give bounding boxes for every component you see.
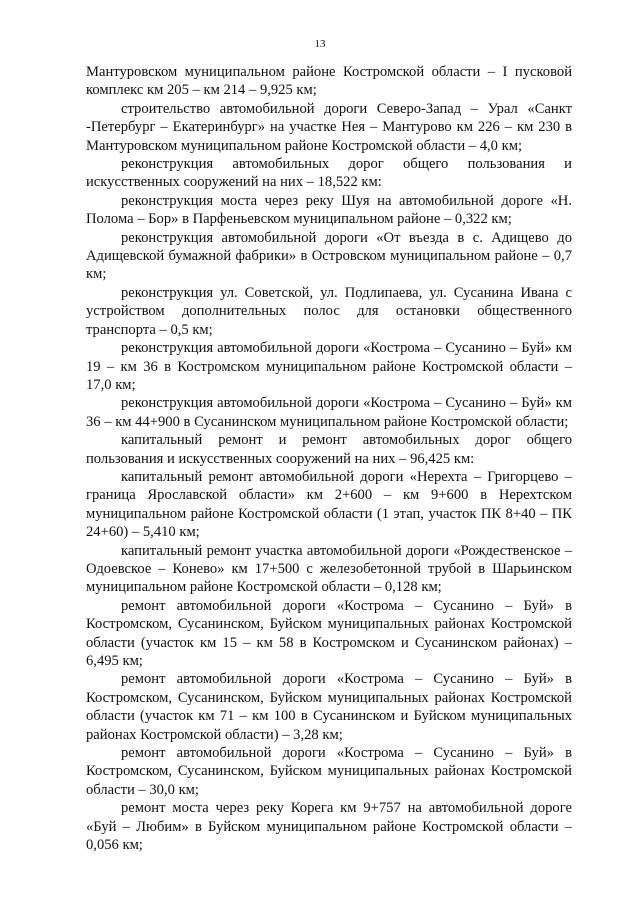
paragraph-repair-km71-100: ремонт автомобильной дороги «Кострома – Сусанино – Буй» в Костромском, Сусанинском, Буйском муниципальных районах Костромской области (участок км 71 – км 100 в Сусанинском и Буйском муниципальных районах Костромской области) – 3,28 км; <box>86 671 572 743</box>
paragraph-road-kostroma-km36-44: реконструкция автомобильной дороги «Кострома – Сусанино – Буй» км 36 – км 44+900 в Сусанинском муниципальном районе Костромской области; <box>86 395 572 430</box>
paragraph-repair-30km: ремонт автомобильной дороги «Кострома – Сусанино – Буй» в Костромском, Сусанинском, Буйском муниципальных районах Костромской области – 30,0 км; <box>86 745 572 798</box>
paragraph-continuation: Мантуровском муниципальном районе Костромской области – I пусковой комплекс км 205 – км 214 – 9,925 км; <box>86 64 572 99</box>
paragraph-repair-km15-58: ремонт автомобильной дороги «Кострома – Сусанино – Буй» в Костромском, Сусанинском, Буйском муниципальных районах Костромской области (участок км 15 – км 58 в Костромском и Сусанинском районах) – 6,495 км; <box>86 597 572 669</box>
paragraph-bridge-shuya: реконструкция моста через реку Шуя на автомобильной дороге «Н. Полома – Бор» в Парфеньевском муниципальном районе – 0,322 км; <box>86 192 572 228</box>
paragraph-streets-reconstruction: реконструкция ул. Советской, ул. Подлипаева, ул. Сусанина Ивана с устройством дополнительных полос для остановки общественного транспорта – 0,5 км; <box>86 284 572 338</box>
paragraph-bridge-korega: ремонт моста через реку Корега км 9+757 на автомобильной дороге «Буй – Любим» в Буйском муниципальном районе Костромской области – 0,056 км; <box>86 800 572 854</box>
paragraph-reconstruction-total: реконструкция автомобильных дорог общего пользования и искусственных сооружений на них – 18,522 км: <box>86 156 572 191</box>
paragraph-repair-rozhdestvenskoe: капитальный ремонт участка автомобильной дороги «Рождественское – Одоевское – Конево» км 17+500 с железобетонной трубой в Шарьинском муниципальном районе Костромской области – 0,128 км; <box>86 542 572 596</box>
paragraph-repair-nerekhta: капитальный ремонт автомобильной дороги «Нерехта – Григорцево – граница Ярославской области» км 2+600 – км 9+600 в Нерехтском муниципальном районе Костромской области (1 этап, участок ПК 8+40 – ПК 24+60) – 5,410 км; <box>86 468 572 541</box>
paragraph-construction-severo-zapad-ural: строительство автомобильной дороги Северо-Запад – Урал «Санкт -Петербург – Екатеринбург» на участке Нея – Мантурово км 226 – км 230 в Мантуровском муниципальном районе Костромской области – 4,0 км; <box>86 100 572 154</box>
document-body <box>86 63 572 854</box>
paragraph-road-adishchevo: реконструкция автомобильной дороги «От въезда в с. Адищево до Адищевской бумажной фабрики» в Островском муниципальном районе – 0,7 км; <box>86 229 572 283</box>
paragraph-road-kostroma-km19-36: реконструкция автомобильной дороги «Кострома – Сусанино – Буй» км 19 – км 36 в Костромском муниципальном районе Костромской области – 17,0 км; <box>86 340 572 393</box>
page-number: 13 <box>314 38 326 50</box>
paragraph-repair-total: капитальный ремонт и ремонт автомобильных дорог общего пользования и искусственных сооружений на них – 96,425 км: <box>86 432 572 467</box>
